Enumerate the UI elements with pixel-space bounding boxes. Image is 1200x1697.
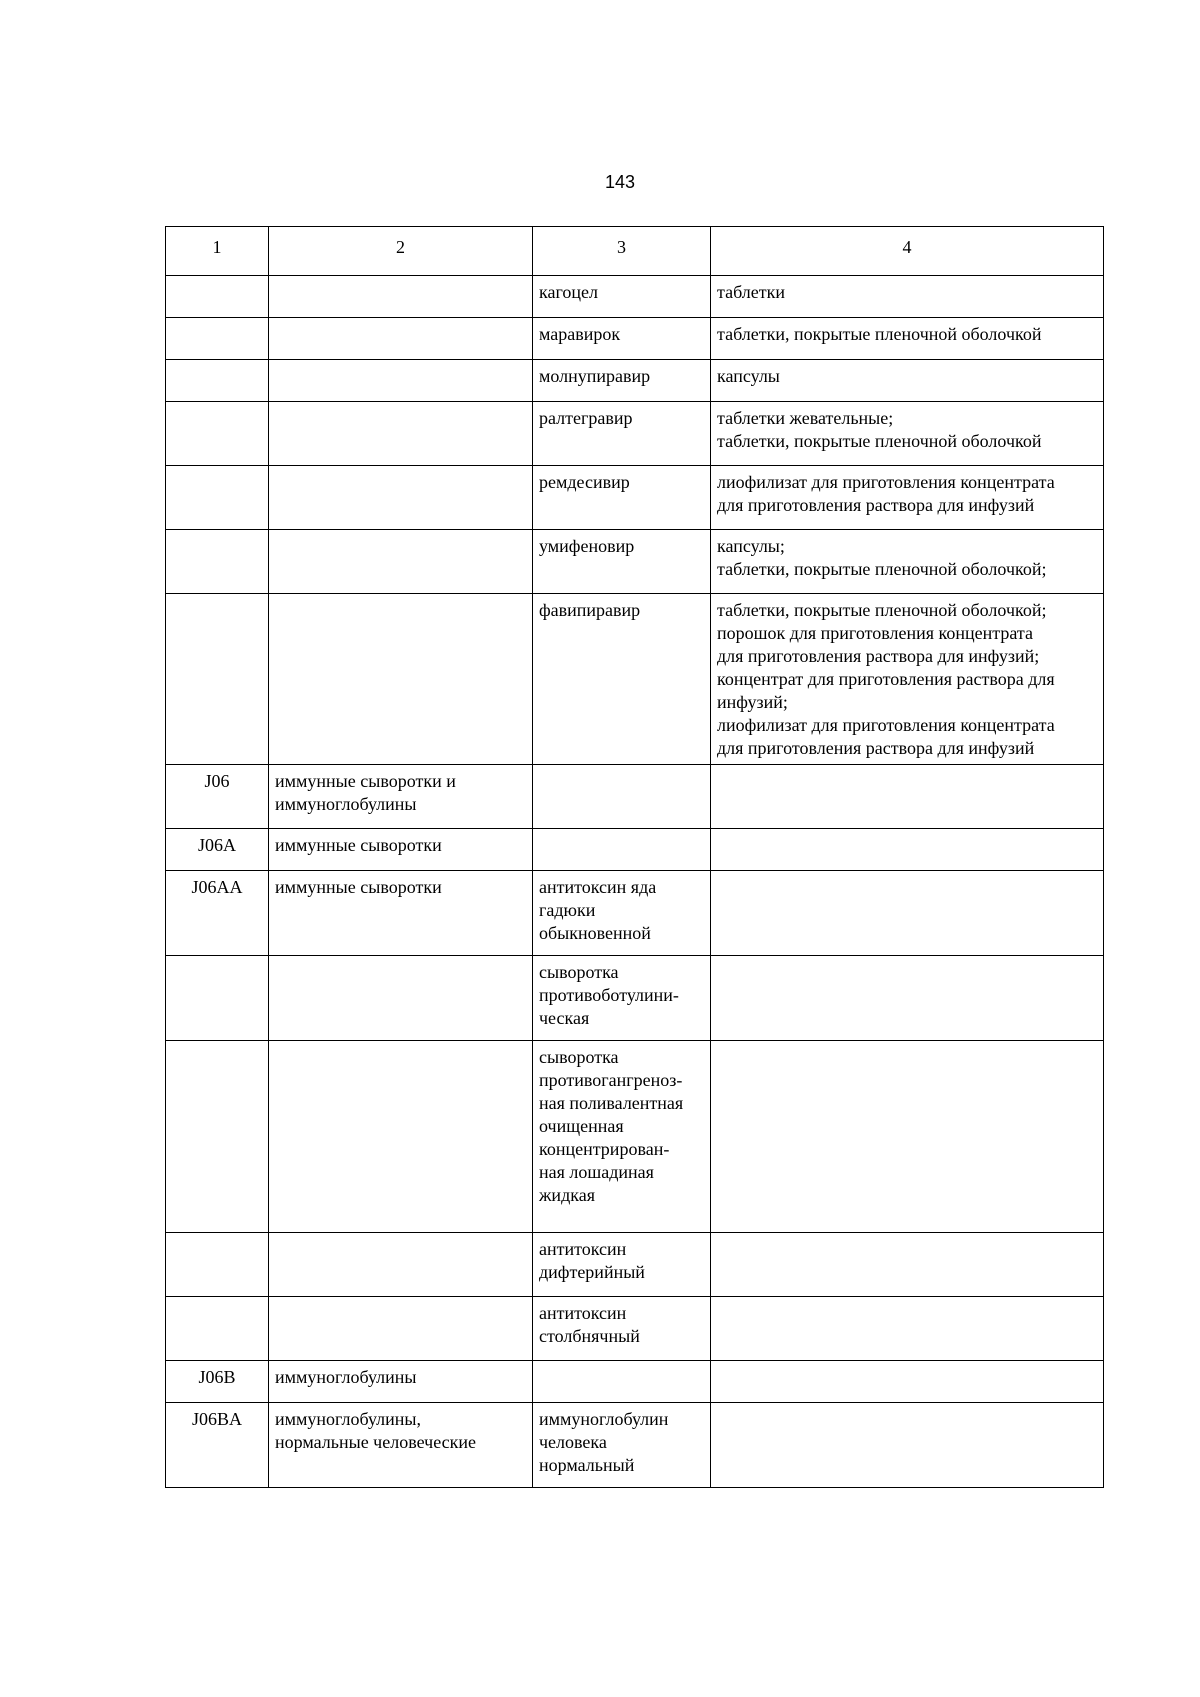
code-cell (166, 530, 269, 594)
drug-cell: антитоксин столбнячный (533, 1297, 711, 1361)
forms-cell: капсулы; таблетки, покрытые пленочной оболочкой; (711, 530, 1104, 594)
drug-cell: сыворотка противоботулини- ческая (533, 956, 711, 1041)
group-cell (269, 402, 533, 466)
code-cell: J06 (166, 765, 269, 829)
table-row (166, 1041, 1104, 1233)
group-cell (269, 530, 533, 594)
forms-cell (711, 829, 1104, 871)
group-cell (269, 466, 533, 530)
drug-cell: антитоксин дифтерийный (533, 1233, 711, 1297)
table-row (166, 594, 1104, 765)
drug-cell: сыворотка противогангреноз- ная поливалентная очищенная концентрирован- ная лошадиная жидкая (533, 1041, 711, 1233)
drug-cell: молнупиравир (533, 360, 711, 402)
forms-cell: таблетки, покрытые пленочной оболочкой (711, 318, 1104, 360)
table-row (166, 1403, 1104, 1488)
code-cell (166, 1041, 269, 1233)
drug-cell: ралтегравир (533, 402, 711, 466)
code-cell: J06BA (166, 1403, 269, 1488)
code-cell: J06B (166, 1361, 269, 1403)
code-cell (166, 360, 269, 402)
forms-cell (711, 1297, 1104, 1361)
drug-cell: ремдесивир (533, 466, 711, 530)
code-cell (166, 1233, 269, 1297)
table-row (166, 765, 1104, 829)
group-cell (269, 1041, 533, 1233)
table-row (166, 829, 1104, 871)
code-cell (166, 466, 269, 530)
table-row (166, 871, 1104, 956)
drug-cell: маравирок (533, 318, 711, 360)
forms-cell: таблетки жевательные; таблетки, покрытые пленочной оболочкой (711, 402, 1104, 466)
code-cell (166, 318, 269, 360)
group-cell (269, 1297, 533, 1361)
table-row (166, 1361, 1104, 1403)
group-cell (269, 360, 533, 402)
forms-cell (711, 765, 1104, 829)
forms-cell (711, 956, 1104, 1041)
code-cell (166, 402, 269, 466)
drug-cell: иммуноглобулин человека нормальный (533, 1403, 711, 1488)
header-cell-1: 1 (166, 227, 269, 276)
group-cell: иммуноглобулины (269, 1361, 533, 1403)
forms-cell (711, 1233, 1104, 1297)
table-row (166, 956, 1104, 1041)
group-cell: иммунные сыворотки (269, 829, 533, 871)
table-row (166, 402, 1104, 466)
forms-cell (711, 1361, 1104, 1403)
group-cell: иммуноглобулины, нормальные человеческие (269, 1403, 533, 1488)
header-cell-4: 4 (711, 227, 1104, 276)
group-cell: иммунные сыворотки и иммуноглобулины (269, 765, 533, 829)
group-cell (269, 1233, 533, 1297)
drug-cell: антитоксин яда гадюки обыкновенной (533, 871, 711, 956)
forms-cell (711, 1403, 1104, 1488)
group-cell (269, 956, 533, 1041)
code-cell: J06AA (166, 871, 269, 956)
forms-cell (711, 1041, 1104, 1233)
drug-cell (533, 1361, 711, 1403)
table-row (166, 530, 1104, 594)
page-number: 143 (604, 172, 636, 192)
group-cell (269, 276, 533, 318)
forms-cell (711, 871, 1104, 956)
header-cell-2: 2 (269, 227, 533, 276)
group-cell (269, 594, 533, 765)
forms-cell: лиофилизат для приготовления концентрата для приготовления раствора для инфузий (711, 466, 1104, 530)
table-body (166, 227, 1104, 1488)
drug-cell (533, 765, 711, 829)
header-row (166, 227, 1104, 276)
forms-cell: капсулы (711, 360, 1104, 402)
code-cell (166, 276, 269, 318)
table-row (166, 276, 1104, 318)
table-row (166, 1297, 1104, 1361)
table-row (166, 1233, 1104, 1297)
drug-cell: кагоцел (533, 276, 711, 318)
code-cell: J06A (166, 829, 269, 871)
group-cell: иммунные сыворотки (269, 871, 533, 956)
table-row (166, 318, 1104, 360)
header-cell-3: 3 (533, 227, 711, 276)
group-cell (269, 318, 533, 360)
code-cell (166, 1297, 269, 1361)
forms-cell: таблетки, покрытые пленочной оболочкой; порошок для приготовления концентрата для приготовления раствора для инфузий; концентрат для приготовления раствора для инфузий; лиофилизат для приготовления концентрата для приготовления раствора для инфузий (711, 594, 1104, 765)
drug-table (165, 226, 1104, 1488)
drug-cell: умифеновир (533, 530, 711, 594)
code-cell (166, 594, 269, 765)
drug-cell (533, 829, 711, 871)
drug-cell: фавипиравир (533, 594, 711, 765)
table-row (166, 360, 1104, 402)
forms-cell: таблетки (711, 276, 1104, 318)
code-cell (166, 956, 269, 1041)
table-row (166, 466, 1104, 530)
